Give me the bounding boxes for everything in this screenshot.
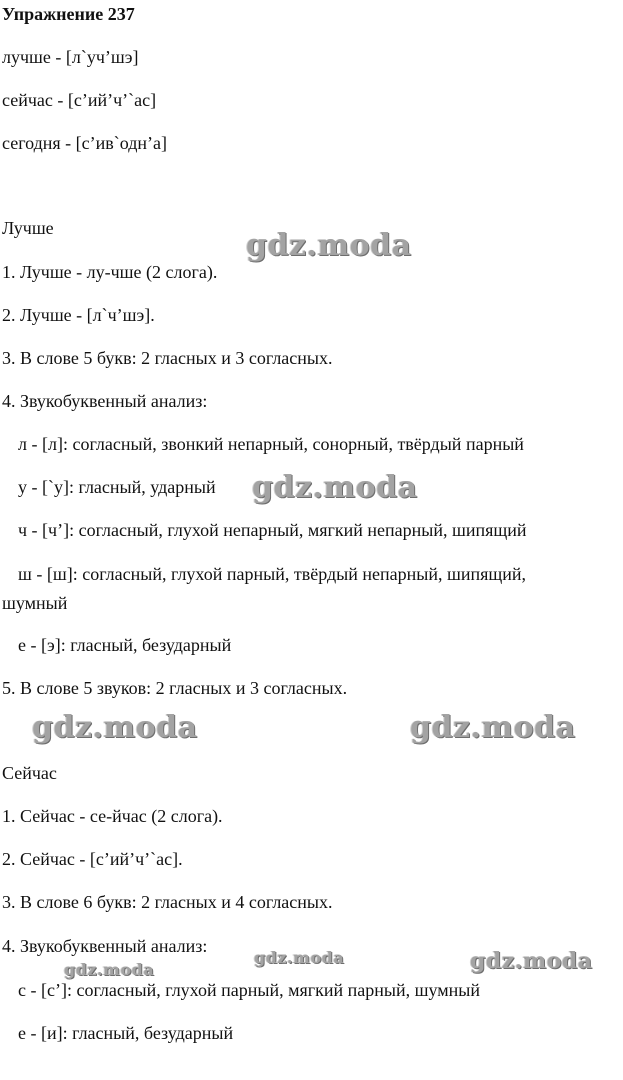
watermark: gdz.moda xyxy=(32,710,198,745)
analysis-item: ч - [ч’]: согласный, глухой непарный, мягкий непарный, шипящий xyxy=(18,520,527,540)
analysis-item: л - [л]: согласный, звонкий непарный, сонорный, твёрдый парный xyxy=(18,434,524,454)
analysis-item: с - [с’]: согласный, глухой парный, мягкий парный, шумный xyxy=(18,980,481,1000)
analysis-item: е - [и]: гласный, безударный xyxy=(18,1023,234,1043)
word-heading: Сейчас xyxy=(2,763,57,783)
exercise-title: Упражнение 237 xyxy=(2,4,135,24)
sounds-count-line: 5. В слове 5 звуков: 2 гласных и 3 согласных. xyxy=(2,678,348,698)
syllables-line: 1. Лучше - лу-чше (2 слога). xyxy=(2,262,218,282)
analysis-item: у - [`у]: гласный, ударный xyxy=(18,477,216,497)
analysis-title: 4. Звукобуквенный анализ: xyxy=(2,391,208,411)
watermark: gdz.moda xyxy=(246,228,412,263)
word-heading: Лучше xyxy=(2,218,54,238)
analysis-title: 4. Звукобуквенный анализ: xyxy=(2,936,208,956)
transcription-line: 2. Лучше - [л`ч’шэ]. xyxy=(2,305,155,325)
analysis-item: е - [э]: гласный, безударный xyxy=(18,635,232,655)
transcription-line: 2. Сейчас - [с’ий’ч’`ас]. xyxy=(2,849,183,869)
transcription-line: лучше - [л`уч’шэ] xyxy=(2,47,139,67)
letters-count-line: 3. В слове 6 букв: 2 гласных и 4 согласных. xyxy=(2,892,333,912)
transcription-line: сегодня - [с’ив`одн’а] xyxy=(2,133,168,153)
letters-count-line: 3. В слове 5 букв: 2 гласных и 3 согласных. xyxy=(2,348,333,368)
syllables-line: 1. Сейчас - се-йчас (2 слога). xyxy=(2,806,223,826)
watermark: gdz.moda xyxy=(254,948,345,967)
watermark: gdz.moda xyxy=(252,470,418,505)
watermark: gdz.moda xyxy=(410,710,576,745)
watermark: gdz.moda xyxy=(64,960,155,979)
transcription-line: сейчас - [с’ий’ч’`ас] xyxy=(2,90,157,110)
analysis-item-continuation: шумный xyxy=(2,593,68,613)
analysis-item: ш - [ш]: согласный, глухой парный, твёрдый непарный, шипящий, xyxy=(18,564,526,584)
watermark: gdz.moda xyxy=(470,948,593,974)
